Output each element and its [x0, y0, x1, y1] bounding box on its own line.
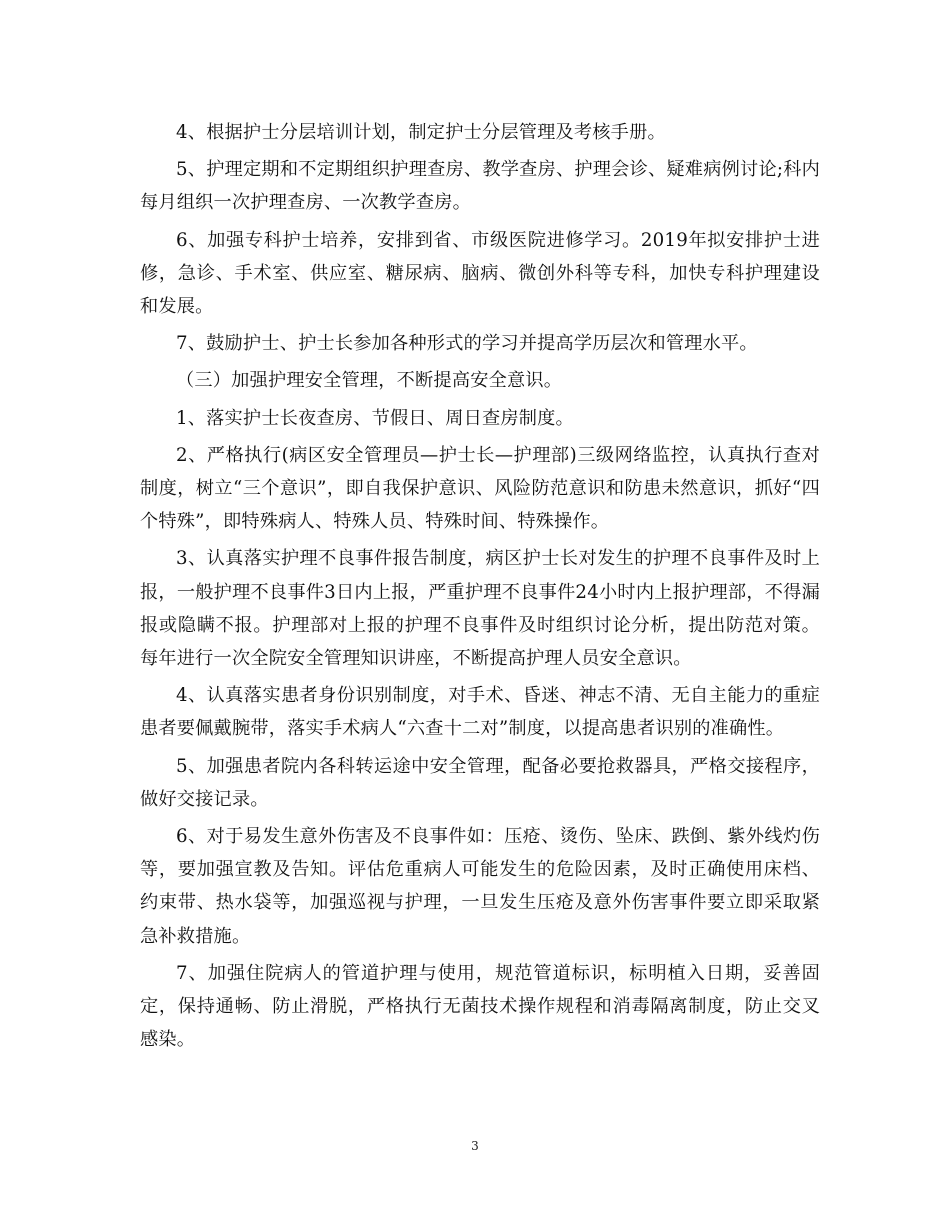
document-body [140, 116, 820, 1056]
paragraph-item-3-adverse-events: 3、认真落实护理不良事件报告制度，病区护士长对发生的护理不良事件及时上报，一般护理不良事件3日内上报，严重护理不良事件24小时内上报护理部，不得漏报或隐瞒不报。护理部对上报的护理不良事件及时组织讨论分析，提出防范对策。每年进行一次全院安全管理知识讲座，不断提高护理人员安全意识。 [140, 548, 820, 670]
paragraph-item-7-tube-care: 7、加强住院病人的管道护理与使用，规范管道标识，标明植入日期，妥善固定，保持通畅、防止滑脱，严格执行无菌技术操作规程和消毒隔离制度，防止交叉感染。 [140, 962, 820, 1051]
paragraph-item-4-training-manual: 4、根据护士分层培训计划，制定护士分层管理及考核手册。 [176, 122, 666, 143]
paragraph-item-7-education: 7、鼓励护士、护士长参加各种形式的学习并提高学历层次和管理水平。 [176, 333, 758, 355]
paragraph-item-4-identification: 4、认真落实患者身份识别制度，对手术、昏迷、神志不清、无自主能力的重症患者要佩戴腕带，落实手术病人“六查十二对”制度，以提高患者识别的准确性。 [140, 685, 820, 740]
paragraph-item-6-specialist-training: 6、加强专科护士培养，安排到省、市级医院进修学习。2019年拟安排护士进修，急诊、手术室、供应室、糖尿病、脑病、微创外科等专科，加快专科护理建设和发展。 [140, 229, 820, 318]
paragraph-item-2-monitoring: 2、严格执行(病区安全管理员—护士长—护理部)三级网络监控，认真执行查对制度，树立“三个意识”，即自我保护意识、风险防范意识和防患未然意识，抓好“四个特殊”，即特殊病人、特殊人员、特殊时间、特殊操作。 [140, 444, 820, 533]
paragraph-item-5-transport-safety: 5、加强患者院内各科转运途中安全管理，配备必要抢救器具，严格交接程序，做好交接记录。 [140, 755, 820, 810]
paragraph-item-1-night-rounds: 1、落实护士长夜查房、节假日、周日查房制度。 [176, 407, 574, 429]
paragraph-item-5-ward-rounds: 5、护理定期和不定期组织护理查房、教学查房、护理会诊、疑难病例讨论;科内每月组织一次护理查房、一次教学查房。 [140, 159, 820, 214]
paragraph-item-6-accident-prevention: 6、对于易发生意外伤害及不良事件如：压疮、烫伤、坠床、跌倒、紫外线灼伤等，要加强宣教及告知。评估危重病人可能发生的危险因素，及时正确使用床档、约束带、热水袋等，加强巡视与护理，一旦发生压疮及意外伤害事件要立即采取紧急补救措施。 [140, 826, 820, 947]
section-heading-safety-management: （三）加强护理安全管理，不断提高安全意识。 [176, 370, 563, 392]
page-number: 3 [471, 1139, 479, 1153]
